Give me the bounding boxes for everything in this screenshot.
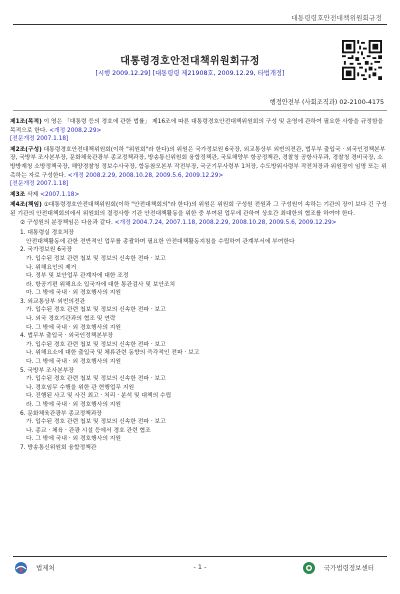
item-sub: 라. 그 밖에 국내 · 외 경호행사의 지원 xyxy=(26,402,121,408)
item-sub: 라. 항공기편 위해요소 입국자에 대한 통관검사 및 보안조치 xyxy=(26,281,176,288)
item-title: 5. 국방부 조사본부장 xyxy=(20,367,75,374)
item-sub: 나. 위해요인의 제거 xyxy=(26,264,77,271)
item-sub: 나. 외국 경호기관과의 협조 및 연락 xyxy=(26,316,116,323)
item-title: 4. 법무부 출입국 · 외국인정책본부장 xyxy=(20,333,114,340)
full-revision-note[interactable]: [전문개정 2007.1.18] xyxy=(10,136,69,143)
department-contact: 행정안전부 (사회조직과) 02-2100-4175 xyxy=(269,99,384,106)
item-title: 1. 대통령실 경호처장 xyxy=(20,230,75,237)
article-heading: 제1조(목적) xyxy=(10,119,42,125)
item-sub: 가. 입수된 경호 관련 첩보 및 정보의 신속한 전파 · 보고 xyxy=(26,307,166,314)
article-3 xyxy=(10,191,388,200)
item-sub: 가. 입수된 정보 관련 첩보 및 정보의 신속한 전파 · 보고 xyxy=(26,255,166,262)
item-sub: 다. 진행된 사고 및 사건 최고 · 처리 · 분석 및 대책의 수립 xyxy=(26,393,172,400)
article-text: 대통령경호안전대책위원회(이하 "위원회"라 한다)의 위원은 국가정보원 6국장, 외교통상부 외빈의전관, 법무부 출입국 · 외국인정책본부장, 국방부 조사본부장, 문화체육관광부 종교정책과장, 방송통신위원회 융합정책관, 국토해양부 항공정책관, 경찰청 공항사무과, 경찰청 경비국장, 소방방재청 소방정책국장, 해양경찰청 정보수사국장, 합동참모본부 작전부장, 국군기무사령부 1처장, 수도방위사령부 작전처장과 위원장이 임명 또는 위촉하는 자로 구성한다. xyxy=(10,146,387,179)
footer-divider xyxy=(13,556,387,557)
article-heading: 제4조(책임) xyxy=(10,202,42,209)
amendment-note[interactable]: <개정 2008.2.29> xyxy=(49,127,102,134)
item-sub: 다. 정부 및 보안업무 관계자에 대한 조정 xyxy=(26,273,129,280)
article-text: 삭제 xyxy=(27,191,39,198)
item-sub: 다. 그 밖에 국내 · 외 경호행사의 지원 xyxy=(26,324,121,331)
qr-code-icon xyxy=(342,40,382,80)
item-sub: 나. 경호임무 수행을 위한 관 현행업무 지원 xyxy=(26,384,135,391)
amendment-note[interactable]: <개정 2008.2.29, 2008.10.28, 2009.5.6, 2009.12.29> xyxy=(67,172,224,179)
item-title: 2. 국가정보원 6국장 xyxy=(20,247,73,254)
article-heading: 제2조(구성) xyxy=(10,146,42,153)
article-2 xyxy=(10,146,388,189)
running-header-title: 대통령령호안전대책위원회규정 xyxy=(291,14,382,22)
item-title: 6. 문화체육관광부 종교정책과장 xyxy=(20,410,103,417)
item-sub: 가. 입수된 경호 관련 첩보 및 정보의 신속한 전파 · 보고 xyxy=(26,376,166,383)
item-title: 7. 방송통신위원회 융합정책관 xyxy=(20,444,97,451)
amendment-note[interactable]: <2007.1.18> xyxy=(40,191,80,198)
item-sub: 가. 입수된 경호 관련 첩보 및 정보의 신속한 전파 · 보고 xyxy=(26,341,166,348)
article-text: 이 영은 「대통령 등의 경호에 관한 법률」 제16조에 따른 대통령경호안전대책위원회의 구성 및 운영에 관하여 필요한 사항을 규정함을 목적으로 한다. xyxy=(10,119,384,134)
item-sub: 다. 그 밖에 국내 · 외 경호행사의 지원 xyxy=(26,436,121,443)
article-text: ①대통령경호안전대책위원회(이하 "안전대책회의"라 한다)의 위원은 위원회 구성원 전원과 그 구성원이 속하는 기관의 장이 보다 긴 구성된 기관의 안전대책회의에서 위원회의 결정사항 기관 안전대책활동을 위한 중 부여된 업무에 관하여 상호간 최대한의 협조를 하여야 한다. xyxy=(10,202,387,217)
document-title: 대통령경호안전대책위원회규정 xyxy=(120,56,260,67)
item-sub: 나. 종교 · 체육 · 관광 시설 등에서 경호 관련 협조 xyxy=(26,427,151,434)
amendment-note[interactable]: <개정 2004.7.24, 2007.1.18, 2008.2.29, 2008.10.28, 2009.5.6, 2009.12.29> xyxy=(114,219,337,226)
item-sub: 가. 입수된 경호 관련 첩보 및 정보의 신속한 전파 · 보고 xyxy=(26,419,166,426)
footer-law-center: 국가법령정보센터 xyxy=(323,564,374,572)
full-revision-note[interactable]: [전문개정 2007.1.18] xyxy=(10,181,69,188)
page-number: - 1 - xyxy=(193,563,207,571)
article-heading: 제3조 xyxy=(10,191,26,198)
item-sub: 마. 그 밖에 국내 · 외 경호행사의 지원 xyxy=(26,290,121,297)
item-title: 3. 외교통상부 외빈의전관 xyxy=(20,298,86,305)
article-4 xyxy=(10,201,388,227)
item-sub: 나. 위해요소에 대한 출입국 및 체류관련 동향의 즉각적인 전파 · 보고 xyxy=(26,350,200,357)
footer-publisher: 법제처 xyxy=(36,564,55,572)
law-center-logo-icon xyxy=(302,561,316,575)
enforcement-info[interactable]: [시행 2009.12.29] [대통령령 제21908호, 2009.12.29, 타법개정] xyxy=(95,70,285,77)
header-divider-2 xyxy=(13,110,387,111)
item-sub: 안전대책활동에 관한 전반적인 업무를 총괄하며 필요한 안전대책활동지침을 수립하여 관계부서에 부여한다 xyxy=(26,238,295,245)
item-list xyxy=(10,229,388,452)
item-sub: 다. 그 밖에 국내 · 외 경호행사의 지원 xyxy=(26,359,121,366)
header-divider xyxy=(13,24,387,25)
paragraph-2-text: ② 구성원의 분장책임은 다음과 같다. xyxy=(20,219,113,226)
regulation-body xyxy=(10,118,388,453)
article-1 xyxy=(10,118,388,144)
